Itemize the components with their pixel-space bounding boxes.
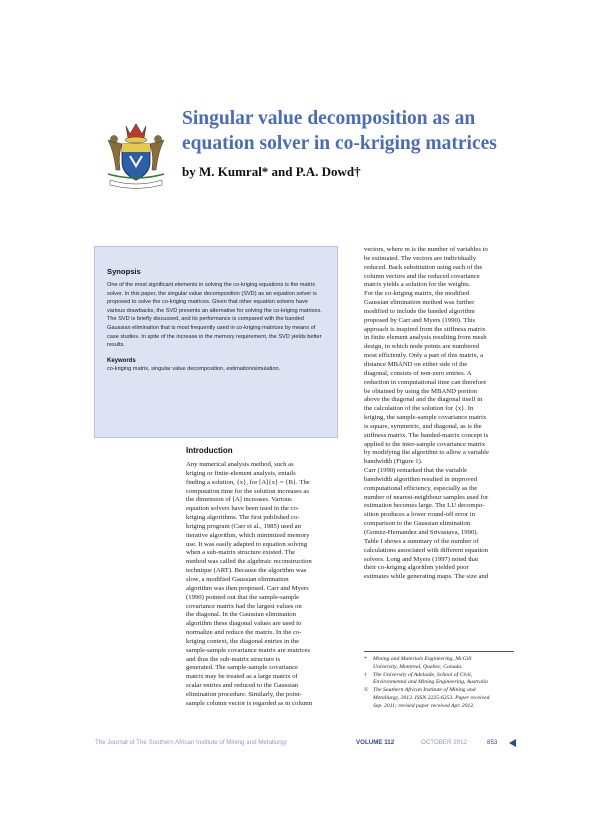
footnote-affiliation-1 <box>364 656 524 672</box>
footnotes <box>364 656 524 711</box>
footnote-copyright <box>364 687 524 710</box>
footnote-marker: † <box>364 671 367 678</box>
footnote-rule <box>364 651 514 652</box>
article-authors: by M. Kumral* and P.A. Dowd† <box>182 164 361 179</box>
body-paragraph: Carr (1990) remarked that the variable bandwidth algorithm resulted in improved computational efficiency, especially as the number of nearest-neighbour samples used for estimation becomes large. The LU decompo- sition produces a lower round-off error in comparison to the Gaussian elimination (Gomez-Hernandez and Srivastava, 1990). Table I shows a summary of the number of calculations associated with different equation solvers. Long and Myers (1997) noted that their co-kriging algorithm yielded poor estimates while generating maps. The size and <box>364 467 489 581</box>
footer-journal-name: The Journal of The Southern African Institute of Mining and Metallurgy <box>95 739 287 746</box>
page-marker-triangle-icon <box>509 739 516 747</box>
footnote-text: The Southern African Institute of Mining and Metallurgy, 2012. ISSN 2225-6253. Paper received Sep. 2011; revised paper received Apr. 2012. <box>373 687 490 709</box>
body-paragraph: vectors, where m is the number of variables to be estimated. The vectors are individually reduced. Back substitution using each of the column vectors and the reduced covariance matrix yields a solution for the weights. <box>364 246 488 289</box>
body-column-left <box>186 461 346 709</box>
body-paragraph: For the co-kriging matrix, the modified Gaussian elimination method was further modified to include the banded algorithm proposed by Carr and Myers (1990). This approach is inspired from the stiffness matrix in finite element analysis resulting from mesh design, in which node points are numbered most efficiently. Only a part of this matrix, a distance MBAND on either side of the diagonal, consists of non-zero entries. A reduction in computational time can therefore be obtained by using the MBAND portion above the diagonal and the diagonal itself in the calculation of the solution for {x}. In kriging, the sample-sample covariance matrix is square, symmetric, and diagonal, as is the stiffness matrix. The banded-matrix concept is applied to the inter-sample covariance matrix by modifying the algorithm to allow a variable bandwidth (Figure 1). <box>364 290 489 466</box>
keywords-text: co-kriging matrix, singular value decomposition, estimation/simulation. <box>107 365 281 372</box>
article-title: Singular value decomposition as an equation solver in co-kriging matrices <box>182 108 497 154</box>
footer-date: OCTOBER 2012 <box>421 739 467 746</box>
institute-crest-logo <box>104 122 168 190</box>
keywords-heading: Keywords <box>107 357 136 364</box>
synopsis-box <box>94 246 338 438</box>
footnote-text: The University of Adelaide, School of Civil, Environmental and Mining Engineering, Australia <box>373 671 488 686</box>
footer-volume: VOLUME 112 <box>356 739 395 746</box>
synopsis-heading: Synopsis <box>107 267 141 276</box>
footnote-text: Mining and Materials Engineering, McGill University, Montreal, Quebec, Canada. <box>373 656 472 670</box>
introduction-paragraph: Any numerical analysis method, such as kriging or finite-element analysis, entails finding a solution, {x}, for [A]{x} = {B}. The computation time for the solution increases as the dimension of [A] increases. Various equation solvers have been used in the co- kriging algorithms. The first published co- kriging program (Carr et al., 1985) used an iterative algorithm, which minimized memory use. It was easily adapted to equation solving when a sub-matrix structure existed. The method was called the algebraic reconstruction technique (ART). Because the algorithm was slow, a modified Gaussian elimination algorithm was then proposed. Carr and Myers (1990) pointed out that the sample-sample covariance matrix had the largest values on the diagonal. In the Gaussian elimination algorithm these diagonal values are used to normalize and reduce the matrix. In the co- kriging context, the diagonal entries in the sample-sample covariance matrix are matrices and thus the sub-matrix structure is generated. The sample-sample covariance matrix may be treated as a large matrix of scalar entries and reduced to the Gaussian elimination procedure. Similarly, the point- sample column vector is regarded as m column <box>186 461 313 707</box>
footnote-marker: © <box>364 687 369 694</box>
footer-page-number: 853 <box>487 739 498 746</box>
body-column-right <box>364 246 524 582</box>
introduction-heading: Introduction <box>186 446 233 455</box>
synopsis-text: One of the most significant elements in solving the co-kriging equations is the matrix solver. In this paper, the singular value decomposition (SVD) as an equation solver is proposed to solve the co-kriging matrices. Given that other equation solvers have various drawbacks, the SVD presents an alternative for solving the co-kriging matrices. The SVD is briefly discussed, and its performance is compared with the banded Gaussian elimination that is most frequently used in co-kriging matrices by means of case studies. In spite of the increase in the memory requirement, the SVD yields better results. <box>107 282 322 349</box>
footnote-affiliation-2 <box>364 672 524 688</box>
footnote-marker: * <box>364 656 367 662</box>
